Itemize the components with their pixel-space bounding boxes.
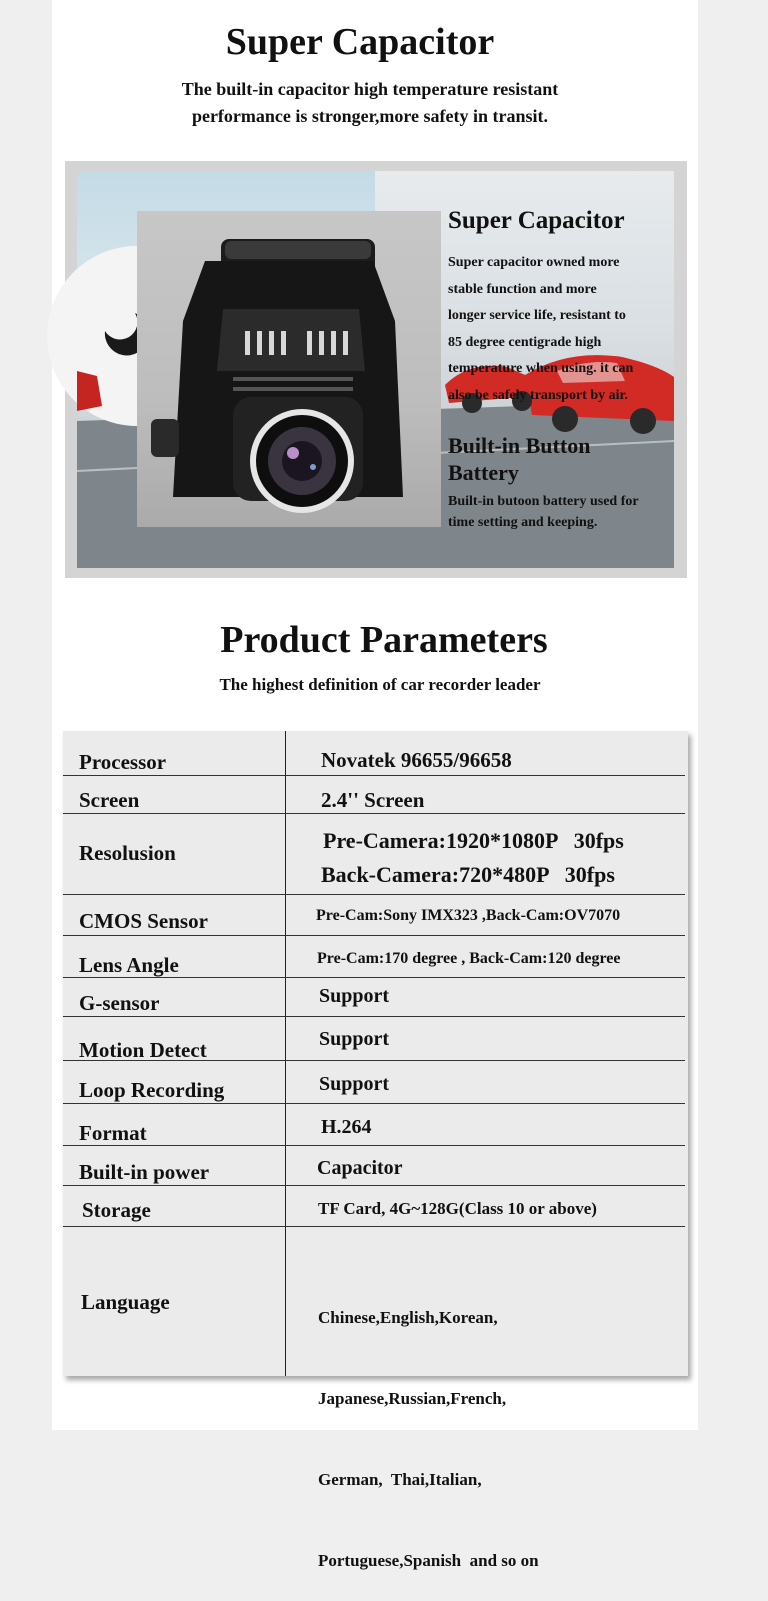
param-label-built-in-power: Built-in power — [79, 1160, 210, 1184]
param-value-g-sensor: Support — [319, 985, 390, 1007]
param-value-language-line: Chinese,English,Korean, — [318, 1308, 498, 1327]
dashcam-photo-frame — [137, 211, 441, 527]
banner-heading-battery — [448, 432, 672, 486]
banner-text-line: Built-in butoon battery used for — [448, 494, 639, 509]
banner-text-battery — [448, 491, 639, 533]
params-title: Product Parameters — [220, 619, 548, 661]
param-label-language: Language — [81, 1290, 170, 1314]
param-value-processor: Novatek 96655/96658 — [321, 748, 512, 772]
param-value-resolution-pre: Pre-Camera:1920*1080P 30fps — [323, 828, 624, 853]
table-row-divider — [63, 1103, 685, 1104]
param-value-format: H.264 — [321, 1116, 372, 1138]
capacitor-title: Super Capacitor — [225, 21, 495, 63]
param-label-g-sensor: G-sensor — [79, 991, 160, 1015]
table-row-divider — [63, 1185, 685, 1186]
banner-text-capacitor — [448, 250, 633, 409]
param-label-lens-angle: Lens Angle — [79, 953, 179, 977]
param-value-language-line: Portuguese,Spanish and so on — [318, 1551, 539, 1570]
banner-text-line: longer service life, resistant to — [448, 308, 626, 323]
param-value-language-line: German, Thai,Italian, — [318, 1470, 482, 1489]
banner-text-line: also be safely transport by air. — [448, 387, 628, 403]
table-row-divider — [63, 935, 685, 936]
param-value-language-line: Japanese,Russian,French, — [318, 1389, 507, 1408]
banner-text-line: temperature when using. it can — [448, 361, 634, 376]
param-value-lens-angle: Pre-Cam:170 degree , Back-Cam:120 degree — [317, 950, 621, 967]
table-row-divider — [63, 1016, 685, 1017]
table-row-divider — [63, 894, 685, 895]
param-value-built-in-power: Capacitor — [317, 1157, 403, 1179]
banner-text-line: time setting and keeping. — [448, 515, 598, 530]
param-label-motion-detect: Motion Detect — [79, 1038, 207, 1062]
param-value-storage: TF Card, 4G~128G(Class 10 or above) — [318, 1199, 597, 1218]
banner-heading-battery-line-2: Battery — [448, 460, 519, 485]
param-label-screen: Screen — [79, 788, 140, 812]
capacitor-subtitle-line-1: The built-in capacitor high temperature resistant — [181, 79, 559, 99]
table-row-divider — [63, 813, 685, 814]
banner-heading-battery-line-1: Built-in Button — [448, 433, 591, 458]
param-value-motion-detect: Support — [319, 1028, 390, 1050]
capacitor-subtitle-line-2: performance is stronger,more safety in transit. — [191, 106, 549, 126]
param-label-format: Format — [79, 1121, 147, 1145]
banner-heading-capacitor: Super Capacitor — [448, 207, 625, 234]
banner-text-line: 85 degree centigrade high — [448, 334, 602, 350]
banner-text-line: Super capacitor owned more — [448, 255, 620, 270]
table-row-divider — [63, 1226, 685, 1227]
param-value-loop-recording: Support — [319, 1073, 390, 1095]
dashcam-illustration — [137, 211, 441, 527]
banner-text-line: stable function and more — [448, 281, 597, 297]
param-value-resolution-back: Back-Camera:720*480P 30fps — [321, 862, 615, 887]
param-label-cmos-sensor: CMOS Sensor — [79, 909, 208, 933]
param-value-language — [318, 1250, 539, 1601]
capacitor-subtitle — [130, 76, 610, 130]
param-value-cmos-sensor: Pre-Cam:Sony IMX323 ,Back-Cam:OV7070 — [316, 907, 621, 924]
table-row-divider — [63, 775, 685, 776]
param-label-loop-recording: Loop Recording — [79, 1078, 225, 1102]
param-label-processor: Processor — [79, 750, 167, 774]
params-subtitle: The highest definition of car recorder leader — [219, 675, 541, 694]
table-row-divider — [63, 1145, 685, 1146]
param-label-resolution: Resolusion — [79, 841, 176, 865]
param-label-storage: Storage — [82, 1198, 151, 1222]
param-value-screen: 2.4'' Screen — [321, 788, 425, 812]
table-column-divider — [285, 731, 286, 1376]
